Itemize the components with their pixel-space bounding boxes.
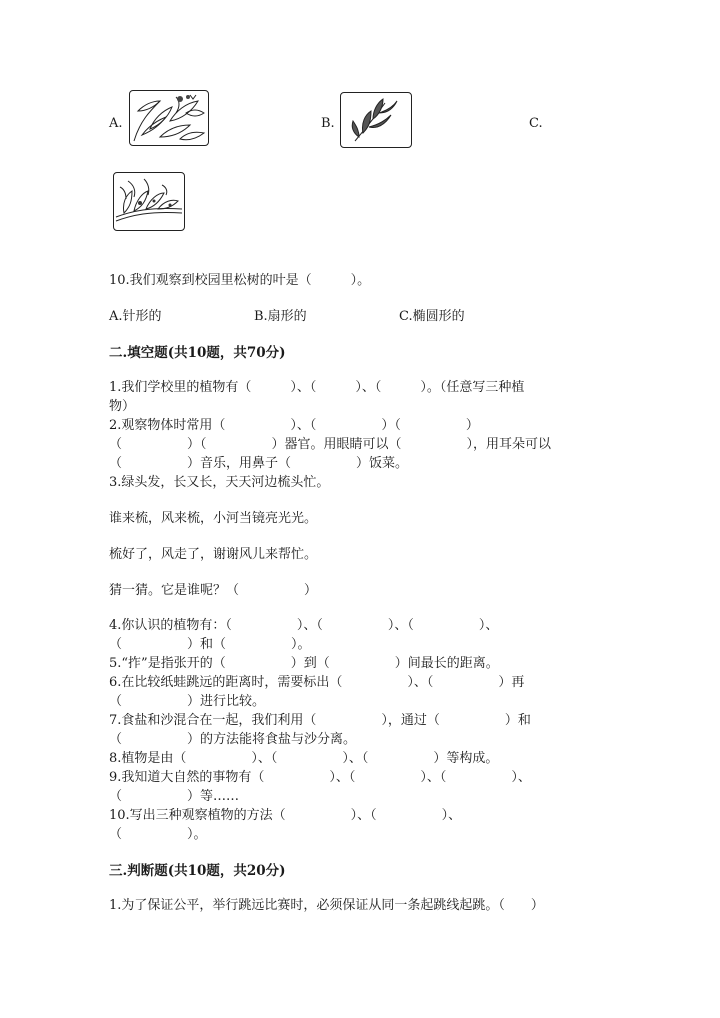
fill-line: 7.食盐和沙混合在一起，我们利用（ ），通过（ ）和: [109, 713, 531, 728]
riddle-line: 3.绿头发，长又长，天天河边梳头忙。: [109, 475, 330, 490]
fill-line: 2.观察物体时常用（ ）、（ ）（ ）: [109, 418, 479, 433]
fill-line: （ ）音乐，用鼻子（ ）饭菜。: [109, 456, 409, 471]
willow-branch-icon: [341, 93, 411, 147]
fill-line: 10.写出三种观察植物的方法（ ）、（ ）、: [109, 808, 462, 823]
fill-line: 物）: [109, 399, 136, 414]
q10-stem: 10.我们观察到校园里松树的叶是（ ）。: [109, 273, 371, 288]
fill-line: （ ）的方法能将食盐与沙分离。: [109, 732, 357, 747]
q10-option-a: A.针形的: [109, 309, 162, 324]
riddle-line: 梳好了，风走了，谢谢风儿来帮忙。: [109, 547, 318, 562]
riddle-question: 猜一猜。它是谁呢？（ ）: [109, 583, 318, 598]
fill-line: 5.“拃”是指张开的（ ）到（ ）间最长的距离。: [109, 656, 499, 671]
option-b-label: B.: [321, 116, 335, 131]
leafy-plant-icon: [130, 91, 208, 145]
branch-with-leaves-image: [113, 172, 185, 231]
judge-question-1: 1.为了保证公平，举行跳远比赛时，必须保证从同一条起跳线起跳。（ ）: [109, 898, 544, 913]
section3-title: 三.判断题(共10题，共20分): [109, 863, 286, 879]
fill-line: （ ）（ ）器官。用眼睛可以（ ），用耳朵可以: [109, 437, 552, 452]
fill-line: （ ）进行比较。: [109, 694, 266, 709]
section2-title: 二.填空题(共10题，共70分): [109, 345, 286, 361]
branch-leaves-icon: [114, 173, 184, 230]
fill-line: 4.你认识的植物有：（ ）、（ ）、（ ）、: [109, 618, 499, 633]
willow-branch-image: [340, 92, 412, 148]
fill-line: 8.植物是由（ ）、（ ）、（ ）等构成。: [109, 751, 499, 766]
fill-line: （ ）。: [109, 827, 207, 842]
fill-line: 6.在比较纸蛙跳远的距离时，需要标出（ ）、（ ）再: [109, 675, 525, 690]
fill-line: 1.我们学校里的植物有（ ）、（ ）、（ ）。（任意写三种植: [109, 380, 525, 395]
fill-line: （ ）等……: [109, 789, 240, 804]
q10-option-c: C.椭圆形的: [399, 309, 465, 324]
leafy-plant-image: [129, 90, 209, 146]
fill-line: （ ）和（ ）。: [109, 637, 311, 652]
riddle-line: 谁来梳，风来梳，小河当镜亮光光。: [109, 511, 318, 526]
fill-line: 9.我知道大自然的事物有（ ）、（ ）、（ ）、: [109, 770, 531, 785]
option-a-label: A.: [109, 116, 123, 131]
q10-option-b: B.扇形的: [254, 309, 307, 324]
option-c-label: C.: [529, 116, 543, 131]
